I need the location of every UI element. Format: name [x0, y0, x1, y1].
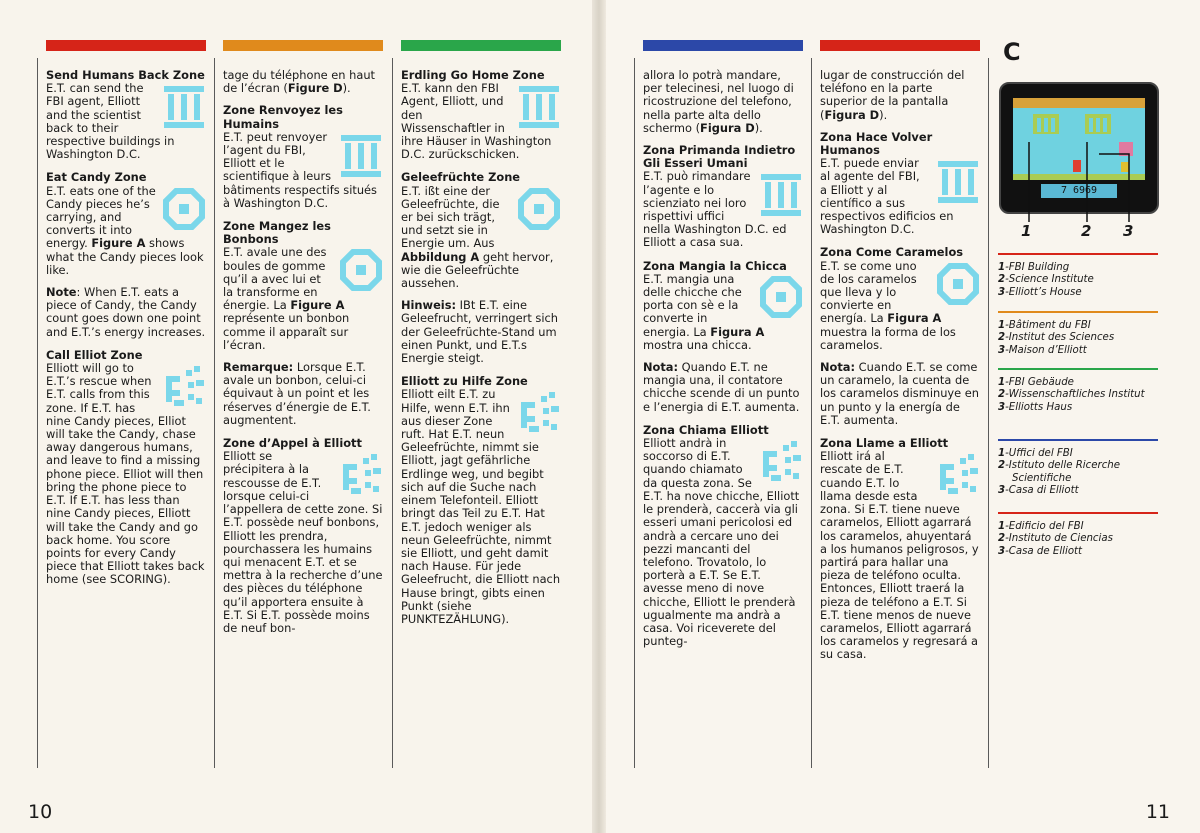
legend-item: 3-Casa di Elliott — [998, 485, 1079, 497]
legend-item: 1-FBI Building — [998, 262, 1070, 273]
legend-english — [998, 253, 1158, 299]
column-spanish — [820, 40, 980, 671]
paragraph-remarque: Remarque: Lorsque E.T. avale un bonbon, celui-ci équivaut à un point et les réserves d’énergie de E.T. augmentent. — [223, 360, 371, 427]
legend-item: 3-Maison d’Elliott — [998, 344, 1087, 356]
legend-item: 2-Science Institute — [998, 274, 1094, 286]
column-rule — [214, 58, 215, 768]
column-english — [46, 40, 206, 596]
legend-bar — [998, 512, 1158, 514]
page-number-right: 11 — [1145, 801, 1170, 823]
candy-icon — [162, 187, 206, 231]
paragraph-erdling: E.T. kann den FBI Agent, Elliott, und den Wissenschaftler in ihre Häuser in Washington D.C. zurückschicken. — [401, 81, 552, 162]
paragraph-send-humans: E.T. can send the FBI agent, Elliott and the scientist back to their respective buildings in Washington D.C. — [46, 81, 175, 162]
paragraph-geleefruechte: E.T. ißt eine der Geleefrüchte, die er bei sich trägt, und setzt sie in Energie um. Aus Abbildung A geht hervor, wie die Geleefrüchte aussehen. — [401, 183, 554, 291]
call-icon — [759, 439, 803, 483]
candy-icon — [759, 275, 803, 319]
callout-lines — [999, 82, 1159, 232]
legend-item: 3-Casa de Elliott — [998, 545, 1083, 557]
column-rule — [811, 58, 812, 768]
call-icon — [339, 452, 383, 496]
heading-appel: Zone d’Appel à Elliott — [223, 436, 362, 451]
legend-bar — [998, 368, 1158, 370]
legend-item: 3-Elliott’s House — [998, 286, 1082, 298]
paragraph-elliott-hilfe: Elliott eilt E.T. zu Hilfe, wenn E.T. ihn aus dieser Zone ruft. Hat E.T. neun Geleefrüchte, nimmt sie Elliott, jagt gefährliche Erdlinge weg, und begibt sich auf die Suche nach einem Telefonteil. Elliott bringt das Teil zu E.T. Hat E.T. jedoch weniger als neun Geleefrüchte, nimmt sie Elliott, und geht damit nach Hause. Für jede Geleefrucht, die Elliott nach Hause bringt, gibts einen Punkt (siehe PUNKTEZÄHLUNG). — [401, 387, 561, 626]
heading-primanda: Zona Primanda Indietro Gli Esseri Umani — [643, 143, 796, 171]
paragraph-continued: allora lo potrà mandare, per telecinesi, nel luogo di ricostruzione del telefono, nella parte alta dello schermo (Figura D). — [643, 68, 794, 135]
paragraph-call-elliot: Elliott will go to E.T.’s rescue when E.T. calls from this zone. If E.T. has nine Candy pieces, Elliot will take the Candy, chase away dangerous humans, and leave to find a missing phone piece. Elliot will then bring the phone piece to E.T. If E.T. has less than nine Candy pieces, Elliott will take the Candy and go back home. You score points for every Candy piece that Elliott takes back home (see SCORING). — [46, 361, 205, 587]
paragraph-nota-es: Nota: Cuando E.T. se come un caramelo, la cuenta de los caramelos disminuye en un punto y la energía de E.T. aumenta. — [820, 360, 980, 427]
legend-item: 1-Uffici del FBI — [998, 448, 1073, 459]
paragraph-hinweis: Hinweis: IBt E.T. eine Geleefrucht, verringert sich der Geleefrüchte-Stand um einen Punkt, und E.T.s Energie steigt. — [401, 298, 559, 366]
pillars-icon — [759, 172, 803, 216]
heading-erdling: Erdling Go Home Zone — [401, 68, 545, 82]
paragraph-mangez: E.T. avale une des boules de gomme qu’il a avec lui et la transforme en énergie. La Figure A représente un bonbon comme il apparaît sur l’écran. — [223, 245, 350, 352]
paragraph-renvoyez: E.T. peut renvoyer l’agent du FBI, Elliott et le scientifique à leurs bâtiments respectifs situés à Washington D.C. — [223, 129, 377, 210]
legend-spanish — [998, 512, 1158, 558]
legend-item: 2-Instituto de Ciencias — [998, 533, 1113, 545]
figure-section-label: C — [1003, 38, 1021, 66]
legend-item: 2-Institut des Sciences — [998, 332, 1115, 344]
paragraph-continued: lugar de construcción del teléfono en la parte superior de la pantalla (Figura D). — [820, 68, 965, 122]
legend-item: 1-Bâtiment du FBI — [998, 320, 1091, 331]
paragraph-appel: Elliott se précipitera à la rescousse de E.T. lorsque celui-ci l’appellera de cette zone. Si E.T. possède neuf bonbons, Elliott les prendra, pourchassera les humains qui menacent E.T. et se mettra à la recherche d’une des pièces du téléphone qu’il apportera ensuite à E.T. Si E.T. possède moins de neuf bon- — [223, 449, 383, 635]
color-bar-orange — [223, 40, 383, 51]
callout-2: 2 — [1081, 222, 1092, 240]
paragraph-come-caramelos: E.T. se come uno de los caramelos que lleva y lo convierte en energía. La Figura A muestra la forma de los caramelos. — [820, 258, 956, 352]
paragraph-hace-volver: E.T. puede enviar al agente del FBI, a Elliott y al científico a sus respectivos edificios en Washington D.C. — [820, 156, 954, 237]
heading-call-elliot: Call Elliot Zone — [46, 347, 143, 362]
paragraph-mangia: E.T. mangia una delle chicche che porta con sè e la converte in energia. La Figura A mostra una chicca. — [643, 271, 765, 352]
page-number-left: 10 — [28, 801, 53, 823]
candy-icon — [936, 262, 980, 306]
figure-callouts — [1008, 222, 1158, 244]
heading-llame: Zona Llame a Elliott — [820, 436, 949, 451]
paragraph-llame: Elliott irá al rescate de E.T. cuando E.T. lo llama desde esta zona. Si E.T. tiene nueve caramelos, Elliott agarrará los caramelos, ahuyentará a los humanos peligrosos, y partirá para hallar una pieza de teléfono oculta. Entonces, Elliott traerá la pieza de teléfono a E.T. Si E.T. tiene menos de nueve caramelos, Elliott agarrará los caramelos y regresará a su casa. — [820, 449, 979, 662]
legend-bar — [998, 311, 1158, 313]
candy-icon — [517, 187, 561, 231]
column-french — [223, 40, 383, 644]
heading-geleefruechte: Geleefrüchte Zone — [401, 170, 521, 185]
heading-mangia: Zona Mangia la Chicca — [643, 258, 787, 273]
candy-icon — [339, 248, 383, 292]
legend-item: 1-FBI Gebäude — [998, 377, 1074, 388]
pillars-icon — [517, 84, 561, 128]
heading-eat-candy: Eat Candy Zone — [46, 170, 147, 185]
callout-3: 3 — [1123, 222, 1134, 240]
column-rule — [634, 58, 635, 768]
legend-item: 3-Elliotts Haus — [998, 401, 1073, 413]
paragraph-continued: tage du téléphone en haut de l’écran (Figure D). — [223, 68, 376, 96]
page-gutter — [592, 0, 606, 833]
heading-send-humans-back: Send Humans Back Zone — [46, 68, 205, 82]
heading-renvoyez: Zone Renvoyez les Humains — [223, 103, 343, 131]
column-rule — [37, 58, 38, 768]
paragraph-primanda: E.T. può rimandare l’agente e lo scienziato nei loro rispettivi uffici nella Washington D.C. ed Elliott a casa sua. — [643, 169, 787, 250]
column-rule — [988, 58, 989, 768]
heading-chiama: Zona Chiama Elliott — [643, 422, 769, 437]
color-bar-blue — [643, 40, 803, 51]
call-icon — [517, 390, 561, 434]
heading-hace-volver: Zona Hace Volver Humanos — [820, 129, 933, 158]
paragraph-eat-candy: E.T. eats one of the Candy pieces he’s carrying, and converts it into energy. Figure A shows what the Candy pieces look like. — [46, 183, 204, 277]
pillars-icon — [339, 133, 383, 177]
legend-item: 1-Edificio del FBI — [998, 521, 1084, 532]
score-display: 7 6969 — [1041, 184, 1117, 198]
legend-french — [998, 311, 1158, 357]
legend-italian — [998, 439, 1158, 498]
heading-elliott-hilfe: Elliott zu Hilfe Zone — [401, 374, 528, 389]
call-icon — [936, 452, 980, 496]
column-italian — [643, 40, 803, 657]
callout-1: 1 — [1021, 222, 1032, 240]
heading-mangez: Zone Mangez les Bonbons — [223, 219, 331, 247]
color-bar-red — [820, 40, 980, 51]
heading-come-caramelos: Zona Come Caramelos — [820, 245, 964, 260]
paragraph-chiama: Elliott andrà in soccorso di E.T. quando chiamato da questa zona. Se E.T. ha nove chicche, Elliott le prenderà, caccerà via gli esseri umani pericolosi ed andrà a cercare uno dei pezzi mancanti del telefono. Trovatolo, lo porterà a E.T. Se E.T. avesse meno di nove chicche, Elliott le prenderà ugualmente ma andrà a casa. Voi riceverete del punteg- — [643, 436, 800, 649]
color-bar-red — [46, 40, 206, 51]
legend-bar — [998, 439, 1158, 441]
legend-bar — [998, 253, 1158, 255]
legend-item: 2-Istituto delle Ricerche Scientifiche — [998, 460, 1121, 484]
paragraph-nota-it: Nota: Quando E.T. ne mangia una, il contatore chicche scende di un punto e l’energia di E.T. aumenta. — [643, 360, 800, 414]
column-rule — [392, 58, 393, 768]
call-icon — [162, 364, 206, 408]
pillars-icon — [162, 84, 206, 128]
legend-item: 2-Wissenschaftliches Institut — [998, 389, 1145, 401]
color-bar-green — [401, 40, 561, 51]
column-german — [401, 40, 561, 635]
paragraph-note: Note: When E.T. eats a piece of Candy, the Candy count goes down one point and E.T.’s energy increases. — [46, 285, 206, 339]
legend-german — [998, 368, 1158, 414]
pillars-icon — [936, 159, 980, 203]
